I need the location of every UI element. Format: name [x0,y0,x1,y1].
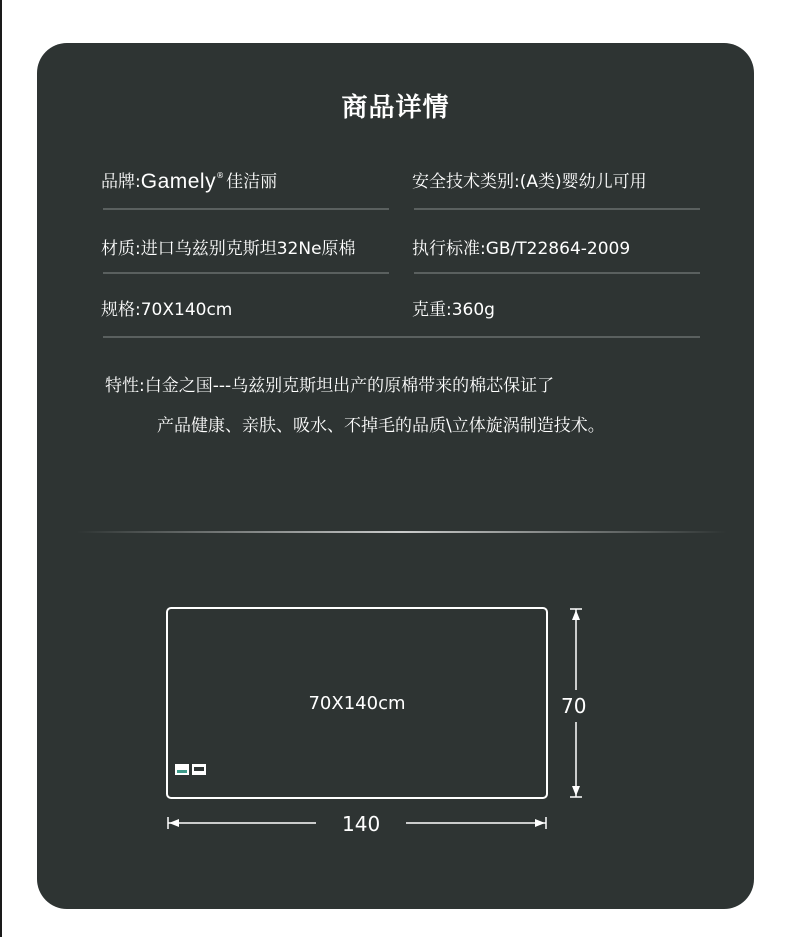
feature-line-1: 特性:白金之国---乌兹别克斯坦出产的原棉带来的棉芯保证了 [105,376,555,396]
care-label-icon [175,764,189,775]
mat-outline [166,607,548,799]
material-spec: 材质:进口乌兹别克斯坦32Ne原棉 [101,239,356,259]
brand-name: 佳洁丽 [226,172,278,192]
standard-spec: 执行标准:GB/T22864-2009 [412,239,631,259]
divider [103,272,389,274]
page-title: 商品详情 [341,93,450,123]
divider [414,208,700,210]
brand-logo: Gamely [140,170,217,193]
registered-mark: ® [216,171,225,180]
brand-spec [101,167,277,194]
size-spec: 规格:70X140cm [101,300,233,320]
width-dimension-label: 140 [316,812,406,836]
height-dimension-label: 70 [561,690,586,722]
mat-size-label: 70X140cm [308,693,406,714]
left-edge-line [0,0,2,937]
weight-spec: 克重:360g [412,300,495,320]
product-details-card [37,43,754,909]
brand-label: 品牌: [101,172,141,192]
divider [103,208,389,210]
section-divider-glow [77,531,727,533]
safety-spec: 安全技术类别:(A类)婴幼儿可用 [412,172,647,192]
brand-tag-icon [192,764,206,775]
divider [103,336,700,338]
feature-line-2: 产品健康、亲肤、吸水、不掉毛的品质\立体旋涡制造技术。 [157,416,605,436]
divider [414,272,700,274]
